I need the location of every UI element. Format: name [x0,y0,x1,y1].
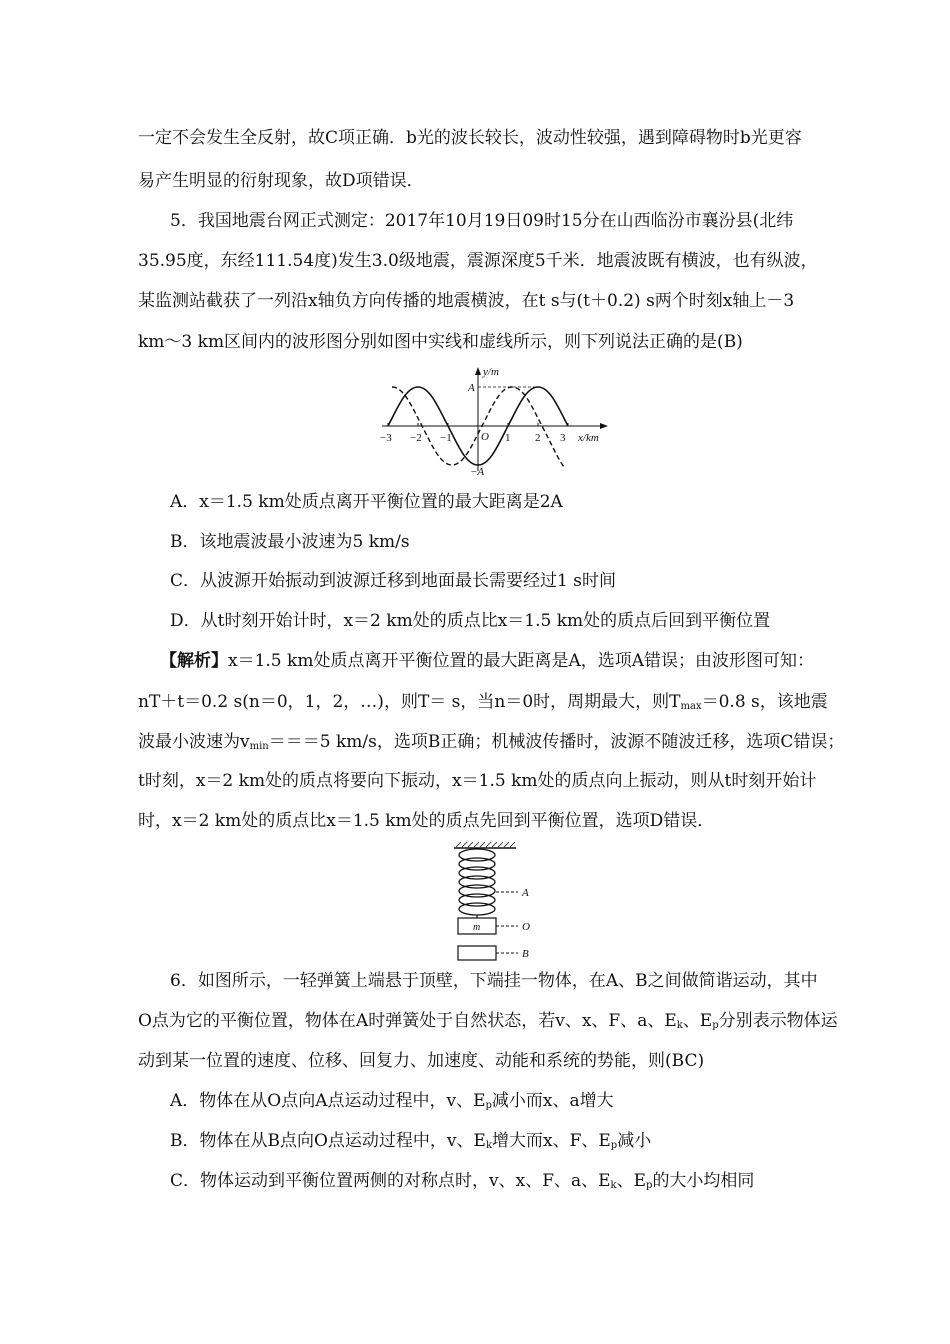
option-5-a: A．x＝1.5 km处质点离开平衡位置的最大距离是2A [170,492,563,512]
analysis-text: x＝1.5 km处质点离开平衡位置的最大距离是A，选项A错误；由波形图可知： [228,651,815,671]
text: 、E [616,1171,647,1191]
x-tick-label: −1 [440,432,452,444]
text: B．物体在从B点向O点运动过程中，v、E [170,1131,486,1151]
text: 分别表示物体运 [718,1011,838,1031]
analysis-text: 波最小波速为v [138,732,250,752]
text-line: km～3 km区间内的波形图分别如图中实线和虚线所示，则下列说法正确的是(B) [138,332,743,352]
option-5-c: C．从波源开始振动到波源迁移到地面最长需要经过1 s时间 [170,571,616,591]
label-b: B [522,948,529,960]
x-tick-label: 2 [535,432,541,444]
subscript: max [680,701,702,712]
position-b-block [458,946,496,960]
wave-figure [378,365,610,477]
text: 的大小均相同 [652,1171,755,1191]
analysis-text: ＝＝＝5 km/s，选项B正确；机械波传播时，波源不随波迁移，选项C错误； [268,732,845,752]
question-5-stem: 5．我国地震台网正式测定：2017年10月19日09时15分在山西临汾市襄汾县(北纬 [170,211,794,231]
analysis-text: nT＋t＝0.2 s(n＝0，1，2，…)，则T＝ s，当n＝0时，周期最大，则T [138,692,681,712]
text-line: 动到某一位置的速度、位移、回复力、加速度、动能和系统的势能，则(BC) [138,1051,705,1071]
x-tick-label: 1 [505,432,511,444]
label-o: O [522,921,530,933]
analysis-line: t时刻，x＝2 km处的质点将要向下振动，x＝1.5 km处的质点向上振动，则从t时刻开始计 [138,771,817,791]
x-tick-label: −3 [380,432,392,444]
subscript: k [676,1020,683,1031]
option-6-c [170,1170,754,1197]
analysis-line [138,691,828,718]
text: 减小 [617,1131,652,1151]
subscript: k [485,1140,492,1151]
analysis-text: ＝0.8 s，该地震 [701,692,828,712]
neg-amp-label: −A [470,466,485,477]
y-axis-label: y/m [483,366,499,378]
x-tick-label: 3 [560,432,566,444]
text-line: 易产生明显的衍射现象，故D项错误． [138,171,424,191]
x-axis-label: x/km [578,432,599,444]
option-6-b [170,1130,651,1157]
subscript: min [249,741,269,752]
x-tick-label: −2 [410,432,422,444]
amp-label: A [468,382,475,394]
text: 、E [682,1011,713,1031]
option-6-a [170,1090,614,1117]
origin-label: O [481,431,489,443]
text: 减小而x、a增大 [491,1091,614,1111]
text-line: 一定不会发生全反射，故C项正确．b光的波长较长，波动性较强，遇到障碍物时b光更容 [138,128,802,148]
subscript: p [712,1020,719,1031]
subscript: p [485,1100,492,1111]
text: 增大而x、F、E [492,1131,611,1151]
text-line: 某监测站截获了一列沿x轴负方向传播的地震横波，在t s与(t＋0.2) s两个时刻x轴上－3 [138,291,795,311]
option-5-d: D．从t时刻开始计时，x＝2 km处的质点比x＝1.5 km处的质点后回到平衡位置 [170,611,771,631]
question-6-stem: 6．如图所示，一轻弹簧上端悬于顶壁，下端挂一物体，在A、B之间做简谐运动，其中 [170,971,818,991]
text-line [138,1010,838,1037]
text-line: 35.95度，东经111.54度)发生3.0级地震，震源深度5千米．地震波既有横波，也有纵波， [138,251,818,271]
label-a: A [522,887,529,899]
subscript: p [610,1140,618,1151]
text: O点为它的平衡位置，物体在A时弹簧处于自然状态，若v、x、F、a、E [138,1011,677,1031]
text: A．物体在从O点向A点运动过程中，v、E [170,1091,486,1111]
analysis-tag: 【解析】 [160,651,228,671]
text: C．物体运动到平衡位置两侧的对称点时，v、x、F、a、E [170,1171,611,1191]
analysis-line [138,731,844,758]
mass-label: m [473,922,481,933]
subscript: p [646,1180,653,1191]
spring-coils [459,849,495,915]
analysis-line [160,650,814,672]
analysis-line: 时，x＝2 km处的质点比x＝1.5 km处的质点先回到平衡位置，选项D错误． [138,811,715,831]
option-5-b: B．该地震波最小波速为5 km/s [170,532,410,552]
spring-figure [448,840,538,962]
subscript: k [610,1180,617,1191]
